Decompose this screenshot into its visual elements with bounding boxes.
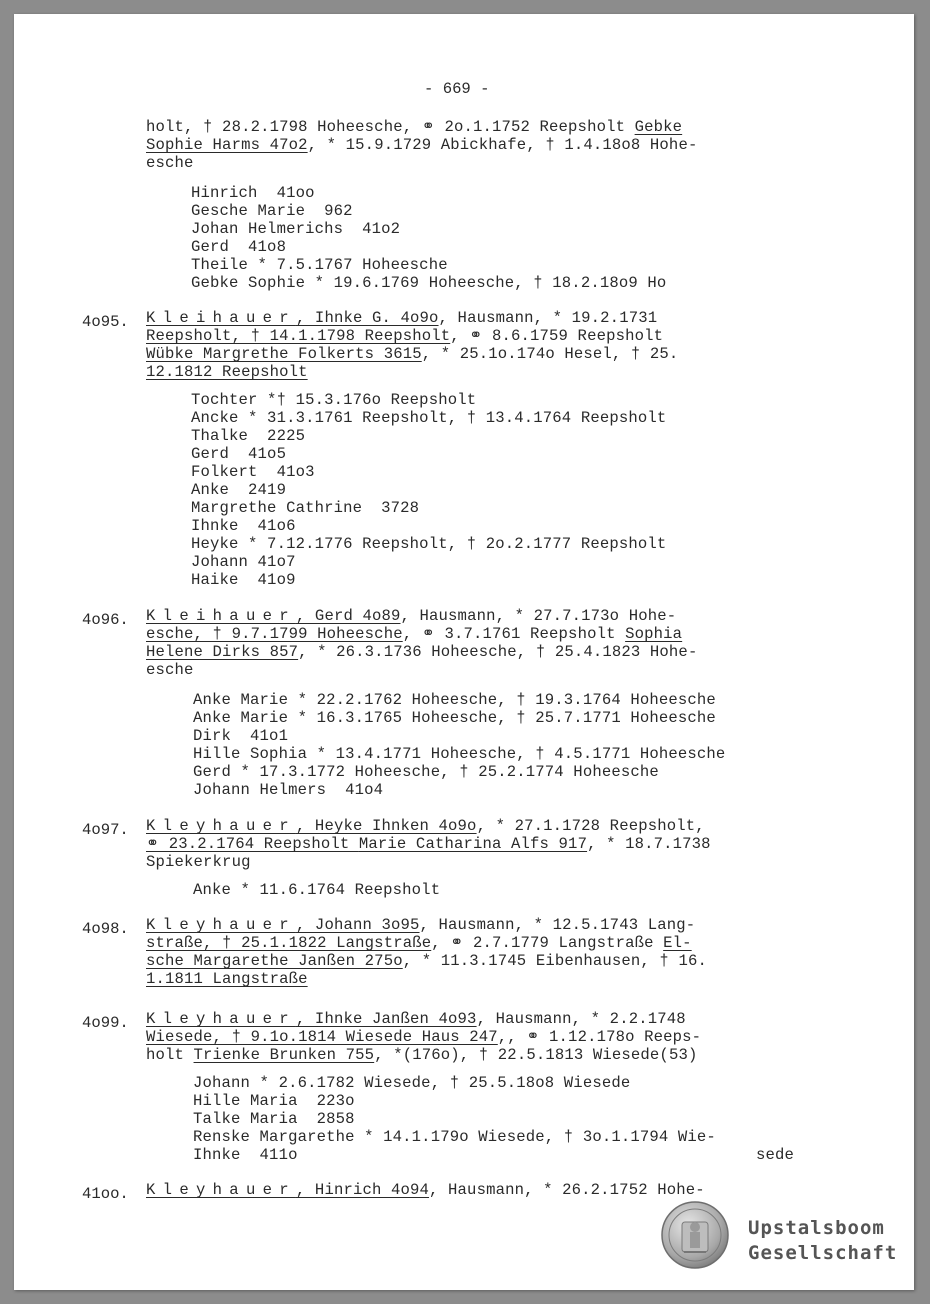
entry-line-1: Kleyhauer, Johann 3o95, Hausmann, * 12.5.1743 Lang- <box>146 916 696 934</box>
child-line: Gerd * 17.3.1772 Hoheesche, † 25.2.1774 Hoheesche <box>193 763 659 781</box>
child-line: Anke Marie * 16.3.1765 Hoheesche, † 25.7.1771 Hoheesche <box>193 709 716 727</box>
child-line: Hille Sophia * 13.4.1771 Hoheesche, † 4.5.1771 Hoheesche <box>193 745 726 763</box>
brand-name-line-2: Gesellschaft <box>748 1242 898 1264</box>
entry-line-3: Helene Dirks 857, * 26.3.1736 Hoheesche, † 25.4.1823 Hohe- <box>146 643 698 661</box>
entry-line-3: sche Margarethe Janßen 275o, * 11.3.1745 Eibenhausen, † 16. <box>146 952 707 970</box>
page-number: - 669 - <box>424 80 490 98</box>
entry-line-3: holt Trienke Brunken 755, *(176o), † 22.5.1813 Wiesede(53) <box>146 1046 698 1064</box>
entry-number: 4o97. <box>82 821 129 839</box>
child-line: Talke Maria 2858 <box>193 1110 355 1128</box>
child-line: Gesche Marie 962 <box>191 202 353 220</box>
child-line: Gerd 41o8 <box>191 238 287 256</box>
child-line: Johann * 2.6.1782 Wiesede, † 25.5.18o8 Wiesede <box>193 1074 631 1092</box>
entry-surname: Kleyhauer <box>146 817 296 835</box>
child-line: Johan Helmerichs 41o2 <box>191 220 401 238</box>
intro-line-3: esche <box>146 154 194 172</box>
child-line: Hinrich 41oo <box>191 184 315 202</box>
child-line: Ihnke 411o <box>193 1146 298 1164</box>
child-line: Haike 41o9 <box>191 571 296 589</box>
child-line: Anke * 11.6.1764 Reepsholt <box>193 881 441 899</box>
entry-number: 4o96. <box>82 611 129 629</box>
child-line: Johann 41o7 <box>191 553 296 571</box>
child-line: Ihnke 41o6 <box>191 517 296 535</box>
child-line: Gerd 41o5 <box>191 445 287 463</box>
child-line: Anke Marie * 22.2.1762 Hoheesche, † 19.3.1764 Hoheesche <box>193 691 716 709</box>
entry-surname: Kleihauer <box>146 309 296 327</box>
entry-line-2: ⚭ 23.2.1764 Reepsholt Marie Catharina Alfs 917, * 18.7.1738 <box>146 835 711 853</box>
entry-line-1: Kleyhauer, Heyke Ihnken 4o9o, * 27.1.1728 Reepsholt, <box>146 817 705 835</box>
child-line: Theile * 7.5.1767 Hoheesche <box>191 256 448 274</box>
entry-surname: Kleyhauer <box>146 916 296 934</box>
entry-line-2: straße, † 25.1.1822 Langstraße, ⚭ 2.7.1779 Langstraße El- <box>146 934 692 952</box>
child-line: Renske Margarethe * 14.1.179o Wiesede, † 3o.1.1794 Wie- <box>193 1128 716 1146</box>
entry-line-2: Reepsholt, † 14.1.1798 Reepsholt, ⚭ 8.6.1759 Reepsholt <box>146 327 664 345</box>
entry-line-1: Kleyhauer, Ihnke Janßen 4o93, Hausmann, * 2.2.1748 <box>146 1010 686 1028</box>
entry-line-1: Kleihauer, Gerd 4o89, Hausmann, * 27.7.173o Hohe- <box>146 607 677 625</box>
entry-line-3: Wübke Margrethe Folkerts 3615, * 25.1o.174o Hesel, † 25. <box>146 345 679 363</box>
child-line: Anke 2419 <box>191 481 287 499</box>
child-line: Johann Helmers 41o4 <box>193 781 384 799</box>
brand-name-line-1: Upstalsboom <box>748 1217 885 1239</box>
child-line: Heyke * 7.12.1776 Reepsholt, † 2o.2.1777 Reepsholt <box>191 535 667 553</box>
entry-line-4: 1.1811 Langstraße <box>146 970 308 988</box>
entry-line-1: Kleyhauer, Hinrich 4o94, Hausmann, * 26.2.1752 Hohe- <box>146 1181 705 1199</box>
entry-number: 4o95. <box>82 313 129 331</box>
child-line: Ancke * 31.3.1761 Reepsholt, † 13.4.1764 Reepsholt <box>191 409 667 427</box>
child-line: Hille Maria 223o <box>193 1092 355 1110</box>
entry-number: 41oo. <box>82 1185 129 1203</box>
entry-number: 4o98. <box>82 920 129 938</box>
upstalsboom-seal-icon <box>660 1200 730 1270</box>
child-line: Gebke Sophie * 19.6.1769 Hoheesche, † 18.2.18o9 Ho <box>191 274 667 292</box>
intro-line-1: holt, † 28.2.1798 Hoheesche, ⚭ 2o.1.1752 Reepsholt Gebke <box>146 118 683 136</box>
entry-line-4: esche <box>146 661 194 679</box>
child-line: Thalke 2225 <box>191 427 306 445</box>
child-line: Margrethe Cathrine 3728 <box>191 499 420 517</box>
intro-line-2: Sophie Harms 47o2, * 15.9.1729 Abickhafe, † 1.4.18o8 Hohe- <box>146 136 698 154</box>
entry-surname: Kleihauer <box>146 607 296 625</box>
child-line: Dirk 41o1 <box>193 727 289 745</box>
entry-surname: Kleyhauer <box>146 1010 296 1028</box>
child-line: Folkert 41o3 <box>191 463 315 481</box>
child-line: Tochter *† 15.3.176o Reepsholt <box>191 391 477 409</box>
entry-surname: Kleyhauer <box>146 1181 296 1199</box>
entry-line-2: esche, † 9.7.1799 Hoheesche, ⚭ 3.7.1761 Reepsholt Sophia <box>146 625 683 643</box>
entry-line-1: Kleihauer, Ihnke G. 4o9o, Hausmann, * 19.2.1731 <box>146 309 658 327</box>
entry-line-4: 12.1812 Reepsholt <box>146 363 308 381</box>
child-line-wrap: sede <box>756 1146 795 1164</box>
entry-number: 4o99. <box>82 1014 129 1032</box>
entry-line-3: Spiekerkrug <box>146 853 251 871</box>
entry-line-2: Wiesede, † 9.1o.1814 Wiesede Haus 247,, ⚭ 1.12.178o Reeps- <box>146 1028 702 1046</box>
